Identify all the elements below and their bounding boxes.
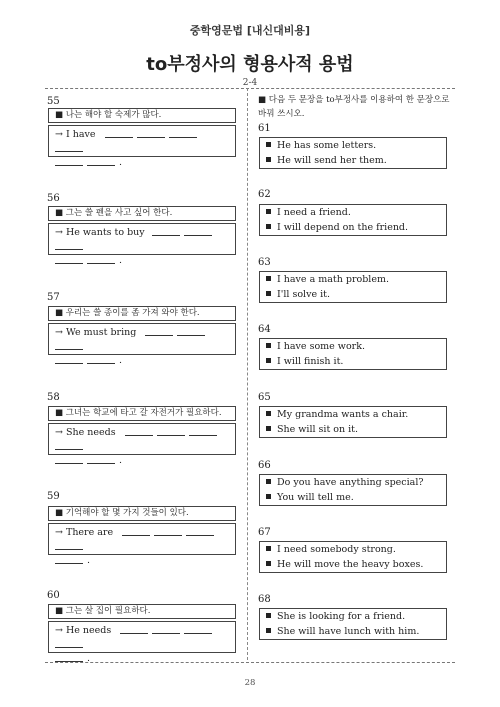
sentence-pair-box bbox=[259, 137, 447, 169]
answer-start: → There are bbox=[55, 527, 114, 538]
sentence-1: I have a math problem. bbox=[266, 273, 440, 288]
page-number: 28 bbox=[244, 678, 256, 688]
answer-box[interactable]: → I have . bbox=[48, 125, 236, 157]
question-number: 66 bbox=[258, 460, 271, 471]
question-number: 63 bbox=[258, 257, 271, 268]
top-divider bbox=[45, 88, 455, 89]
sentence-1: I need somebody strong. bbox=[266, 543, 440, 558]
question-number: 65 bbox=[258, 392, 271, 403]
question-number: 67 bbox=[258, 527, 271, 538]
sentence-2: She will have lunch with him. bbox=[266, 625, 440, 640]
korean-prompt-box: ■ 그는 쓸 펜을 사고 싶어 한다. bbox=[48, 206, 236, 221]
sentence-pair-box bbox=[259, 338, 447, 370]
bottom-divider bbox=[45, 662, 455, 663]
sentence-1: I need a friend. bbox=[266, 206, 440, 221]
instruction-text: ■ 다음 두 문장을 to부정사를 이용하여 한 문장으로 바꿔 쓰시오. bbox=[258, 95, 450, 119]
question-number: 57 bbox=[47, 292, 60, 303]
answer-start: → She needs bbox=[55, 427, 116, 438]
question-number: 59 bbox=[47, 491, 60, 502]
answer-start: → We must bring bbox=[55, 327, 137, 338]
question-number: 55 bbox=[47, 96, 60, 107]
answer-box[interactable]: → He wants to buy . bbox=[48, 223, 236, 255]
sentence-1: Do you have anything special? bbox=[266, 476, 440, 491]
sentence-pair-box bbox=[259, 474, 447, 506]
page-code: 2-4 bbox=[242, 78, 258, 88]
sentence-2: You will tell me. bbox=[266, 491, 440, 506]
sentence-pair-box bbox=[259, 204, 447, 236]
answer-start: → He wants to buy bbox=[55, 227, 145, 238]
sentence-2: I will depend on the friend. bbox=[266, 221, 440, 236]
sentence-2: He will move the heavy boxes. bbox=[266, 558, 440, 573]
answer-box[interactable]: → She needs . bbox=[48, 423, 236, 455]
question-number: 56 bbox=[47, 193, 60, 204]
book-subtitle: 중학영문법 [내신대비용] bbox=[189, 24, 311, 37]
answer-start: → He needs bbox=[55, 625, 112, 636]
sentence-pair-box bbox=[259, 406, 447, 438]
question-number: 68 bbox=[258, 594, 271, 605]
korean-prompt-box: ■ 기억해야 할 몇 가지 것들이 있다. bbox=[48, 506, 236, 521]
question-number: 64 bbox=[258, 324, 271, 335]
page-title: to부정사의 형용사적 용법 bbox=[146, 54, 354, 75]
sentence-1: I have some work. bbox=[266, 340, 440, 355]
column-divider bbox=[247, 88, 248, 660]
korean-prompt-box: ■ 나는 해야 할 숙제가 많다. bbox=[48, 108, 236, 123]
answer-box[interactable]: → There are . bbox=[48, 523, 236, 555]
sentence-2: I'll solve it. bbox=[266, 288, 440, 303]
question-number: 62 bbox=[258, 189, 271, 200]
sentence-pair-box bbox=[259, 608, 447, 640]
sentence-1: She is looking for a friend. bbox=[266, 610, 440, 625]
sentence-pair-box bbox=[259, 541, 447, 573]
korean-prompt-box: ■ 우리는 쓸 종이를 좀 가져 와야 한다. bbox=[48, 306, 236, 321]
sentence-1: My grandma wants a chair. bbox=[266, 408, 440, 423]
question-number: 58 bbox=[47, 392, 60, 403]
sentence-2: She will sit on it. bbox=[266, 423, 440, 438]
answer-box[interactable]: → We must bring . bbox=[48, 323, 236, 355]
question-number: 61 bbox=[258, 123, 271, 134]
korean-prompt-box: ■ 그는 살 집이 필요하다. bbox=[48, 604, 236, 619]
answer-start: → I have bbox=[55, 129, 96, 140]
sentence-pair-box bbox=[259, 271, 447, 303]
answer-box[interactable]: → He needs . bbox=[48, 621, 236, 653]
sentence-2: He will send her them. bbox=[266, 154, 440, 169]
sentence-2: I will finish it. bbox=[266, 355, 440, 370]
korean-prompt-box: ■ 그녀는 학교에 타고 갈 자전거가 필요하다. bbox=[48, 406, 236, 421]
question-number: 60 bbox=[47, 590, 60, 601]
sentence-1: He has some letters. bbox=[266, 139, 440, 154]
